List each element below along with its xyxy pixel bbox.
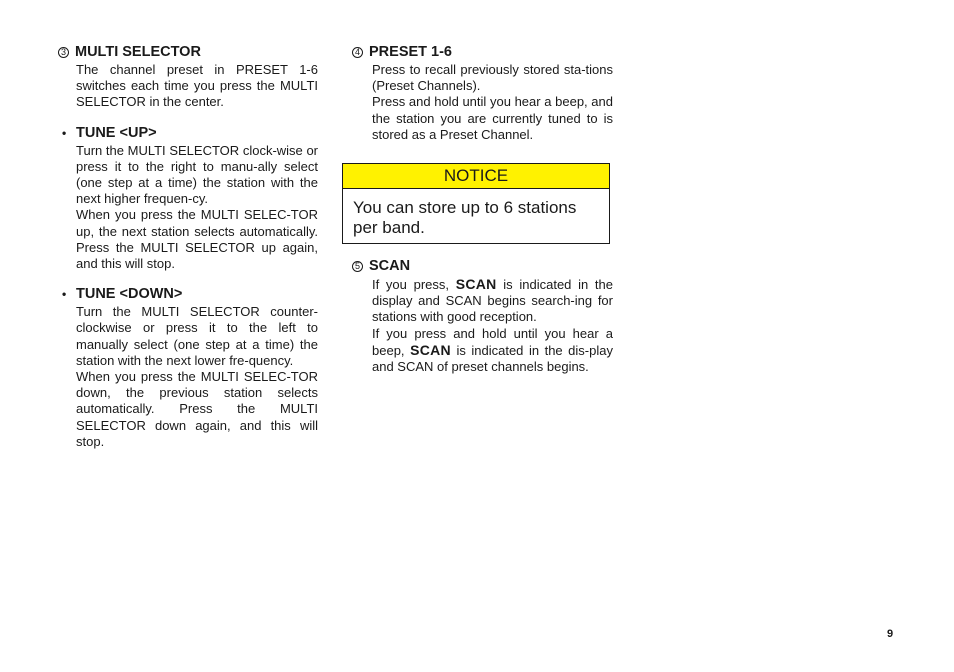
page-number: 9 — [887, 628, 894, 640]
tune-up-description: Turn the MULTI SELECTOR clock-wise or press it to the right to manu-ally select (one step at a time) the station with the next higher frequen-cy. When you press the MULTI SELEC-TOR up, the next station selects automatically. Press the MULTI SELECTOR up again, and this will stop. — [76, 142, 318, 272]
section-title: PRESET 1-6 — [369, 44, 452, 60]
scan-display-indicator: SCAN — [455, 276, 497, 293]
preset-description: Press to recall previously stored sta-tions (Preset Channels). Press and hold until you hear a beep, and the station you are currently tuned to is stored as a Preset Channel. — [372, 62, 613, 142]
bullet-icon: • — [62, 287, 67, 302]
circled-number-3: 3 — [58, 47, 69, 58]
scan-display-indicator: SCAN — [410, 341, 451, 358]
section-scan-heading — [352, 256, 613, 276]
section-multi-selector-heading — [58, 42, 318, 62]
tune-down-heading — [62, 284, 318, 304]
scan-text-part: is indicated in the display and SCAN begins search-ing for stations with good reception. — [372, 277, 613, 325]
tune-down-title: TUNE <DOWN> — [76, 286, 183, 303]
tune-up-heading — [62, 123, 318, 143]
left-column — [58, 42, 318, 450]
section-title: SCAN — [369, 258, 411, 275]
multi-selector-description: The channel preset in PRESET 1-6 switches each time you press the MULTI SELECTOR in the center. — [76, 62, 318, 110]
scan-text-part: is indicated in the dis-play and SCAN of preset channels begins. — [372, 342, 613, 375]
section-preset-heading — [352, 42, 613, 62]
circled-number-4: 4 — [352, 47, 363, 58]
notice-box — [342, 163, 610, 244]
bullet-icon: • — [62, 125, 67, 140]
scan-text-part: If you press and hold until you hear a beep, — [372, 325, 613, 358]
circled-number-5: 5 — [352, 261, 363, 272]
section-title: MULTI SELECTOR — [75, 44, 201, 60]
right-column — [352, 42, 613, 375]
tune-up-title: TUNE <UP> — [76, 124, 157, 141]
scan-text-part: If you press, — [372, 277, 456, 293]
tune-down-description: Turn the MULTI SELECTOR counter-clockwise or press it to the left to manually select (one step at a time) the station with the next lower fre-quency. When you press the MULTI SELEC-TOR down, the previous station selects automatically. Press the MULTI SELECTOR down again, and this will stop. — [76, 304, 318, 449]
notice-text: You can store up to 6 stations per band. — [353, 198, 577, 238]
scan-description — [372, 276, 613, 375]
notice-title: NOTICE — [343, 164, 609, 189]
